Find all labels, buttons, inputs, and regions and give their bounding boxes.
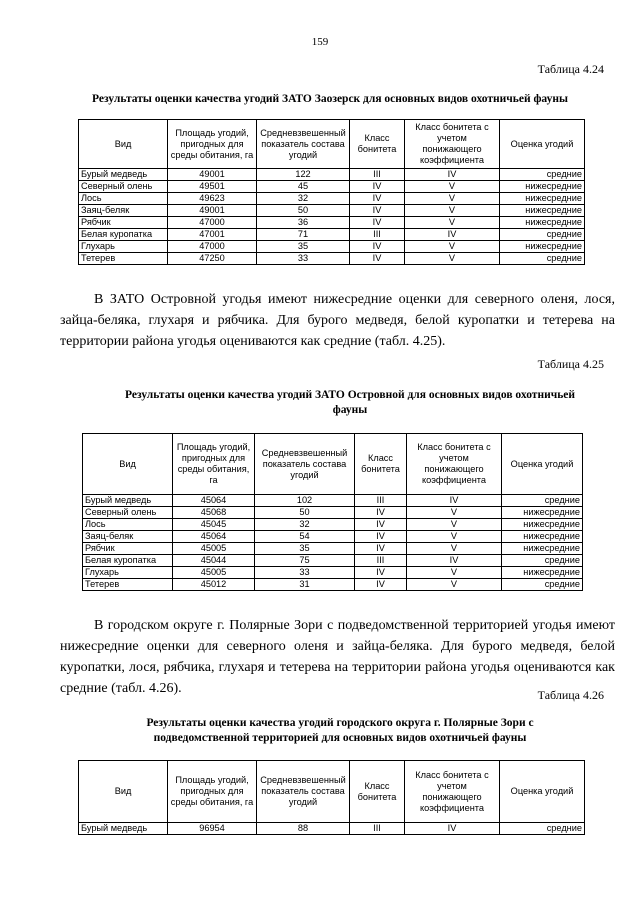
- table-cell: 32: [257, 193, 350, 205]
- table-cell: IV: [350, 193, 405, 205]
- table-row: [79, 253, 585, 265]
- results-table: [82, 433, 583, 591]
- table-cell: Тетерев: [83, 579, 173, 591]
- table-cell: V: [405, 181, 500, 193]
- table-cell: 45068: [173, 507, 255, 519]
- table-cell: 122: [257, 169, 350, 181]
- table-cell: 49001: [168, 169, 257, 181]
- table-cell: IV: [350, 217, 405, 229]
- table-cell: нижесредние: [500, 241, 585, 253]
- table-cell: 47000: [168, 241, 257, 253]
- table-cell: 54: [255, 531, 355, 543]
- table-row: [79, 205, 585, 217]
- table-cell: III: [350, 823, 405, 835]
- table-row: [79, 181, 585, 193]
- table-cell: III: [355, 495, 407, 507]
- table-cell: Белая куропатка: [83, 555, 173, 567]
- table-cell: 102: [255, 495, 355, 507]
- table-cell: Рябчик: [83, 543, 173, 555]
- table-cell: нижесредние: [502, 543, 583, 555]
- table-cell: IV: [355, 567, 407, 579]
- table-cell: Рябчик: [79, 217, 168, 229]
- table-cell: нижесредние: [502, 567, 583, 579]
- results-table: [78, 119, 585, 265]
- header-cell: Класс бонитета: [350, 120, 405, 169]
- header-cell: Средневзвешенный показатель состава угодий: [257, 120, 350, 169]
- header-cell: Площадь угодий, пригодных для среды обитания, га: [173, 434, 255, 495]
- table-cell: III: [350, 169, 405, 181]
- header-cell: Класс бонитета: [350, 761, 405, 823]
- table-cell: V: [407, 531, 502, 543]
- table-cell: IV: [350, 241, 405, 253]
- header-cell: Оценка угодий: [502, 434, 583, 495]
- table-cell: IV: [405, 823, 500, 835]
- table-cell: нижесредние: [500, 181, 585, 193]
- table-cell: IV: [350, 253, 405, 265]
- header-cell: Вид: [83, 434, 173, 495]
- table-row: [83, 531, 583, 543]
- table-cell: V: [405, 193, 500, 205]
- table-cell: 36: [257, 217, 350, 229]
- table-cell: средние: [502, 495, 583, 507]
- header-cell: Класс бонитета с учетом понижающего коэффициента: [407, 434, 502, 495]
- header-cell: Оценка угодий: [500, 761, 585, 823]
- table-cell: III: [350, 229, 405, 241]
- table-title: Результаты оценки качества угодий ЗАТО Заозерск для основных видов охотничьей фауны: [92, 93, 568, 105]
- table-cell: 49501: [168, 181, 257, 193]
- table-cell: 75: [255, 555, 355, 567]
- table-cell: нижесредние: [502, 531, 583, 543]
- table-cell: IV: [355, 543, 407, 555]
- table-cell: 45005: [173, 567, 255, 579]
- table-cell: 47000: [168, 217, 257, 229]
- table-row: [83, 579, 583, 591]
- table-cell: IV: [355, 519, 407, 531]
- header-cell: Класс бонитета: [355, 434, 407, 495]
- header-cell: Класс бонитета с учетом понижающего коэффициента: [405, 761, 500, 823]
- table-cell: средние: [500, 169, 585, 181]
- body-paragraph: В ЗАТО Островной угодья имеют нижесредние оценки для северного оленя, лося, зайца-беляка, глухаря и рябчика. Для бурого медведя, белой куропатки и тетерева на территории района угодья оцениваются как средние (табл. 4.25).: [60, 292, 615, 349]
- table-cell: V: [407, 519, 502, 531]
- page-number: 159: [311, 36, 329, 48]
- table-cell: Заяц-беляк: [83, 531, 173, 543]
- table-title: Результаты оценки качества угодий городского округа г. Полярные Зори с подведомственной территорией для основных видов охотничьей фауны: [146, 717, 534, 744]
- table-label: Таблица 4.26: [537, 688, 604, 702]
- table-cell: IV: [405, 169, 500, 181]
- table-cell: IV: [407, 555, 502, 567]
- table-row: [83, 507, 583, 519]
- table-cell: IV: [355, 579, 407, 591]
- table-cell: IV: [350, 181, 405, 193]
- table-cell: 50: [255, 507, 355, 519]
- table-cell: 45064: [173, 531, 255, 543]
- table-cell: нижесредние: [500, 193, 585, 205]
- table-cell: IV: [355, 507, 407, 519]
- table-cell: Заяц-беляк: [79, 205, 168, 217]
- body-paragraph: В городском округе г. Полярные Зори с подведомственной территорией угодья имеют нижесредние оценки для северного оленя и зайца-беляка. Для бурого медведя, белой куропатки, лося, рябчика, глухаря и тетерева на территории района угодья оцениваются как средние (табл. 4.26).: [60, 618, 615, 696]
- table-cell: 45005: [173, 543, 255, 555]
- table-cell: Бурый медведь: [79, 823, 168, 835]
- table-cell: Глухарь: [83, 567, 173, 579]
- table-cell: 45044: [173, 555, 255, 567]
- table-cell: нижесредние: [502, 507, 583, 519]
- table-cell: V: [407, 579, 502, 591]
- table-row: [83, 555, 583, 567]
- table-cell: 49623: [168, 193, 257, 205]
- table-row: [79, 193, 585, 205]
- table-cell: 45012: [173, 579, 255, 591]
- table-cell: V: [405, 217, 500, 229]
- table-cell: V: [407, 567, 502, 579]
- table-cell: 71: [257, 229, 350, 241]
- table-cell: IV: [350, 205, 405, 217]
- table-cell: 32: [255, 519, 355, 531]
- table-cell: нижесредние: [502, 519, 583, 531]
- table-cell: 45: [257, 181, 350, 193]
- table-cell: 49001: [168, 205, 257, 217]
- table-cell: 45064: [173, 495, 255, 507]
- table-cell: V: [405, 205, 500, 217]
- header-cell: Вид: [79, 120, 168, 169]
- table-cell: Глухарь: [79, 241, 168, 253]
- table-cell: 35: [255, 543, 355, 555]
- table-cell: нижесредние: [500, 217, 585, 229]
- table-cell: средние: [500, 229, 585, 241]
- table-label: Таблица 4.24: [537, 62, 604, 76]
- table-cell: 88: [257, 823, 350, 835]
- table-row: [79, 217, 585, 229]
- table-cell: Лось: [83, 519, 173, 531]
- table-cell: V: [407, 507, 502, 519]
- table-row: [79, 823, 585, 835]
- table-cell: Северный олень: [79, 181, 168, 193]
- table-row: [79, 241, 585, 253]
- table-cell: Бурый медведь: [83, 495, 173, 507]
- table-cell: V: [405, 253, 500, 265]
- table-cell: IV: [407, 495, 502, 507]
- table-cell: IV: [405, 229, 500, 241]
- header-cell: Средневзвешенный показатель состава угодий: [255, 434, 355, 495]
- table-cell: 31: [255, 579, 355, 591]
- table-cell: III: [355, 555, 407, 567]
- table-cell: Бурый медведь: [79, 169, 168, 181]
- table-cell: 96954: [168, 823, 257, 835]
- table-cell: 33: [255, 567, 355, 579]
- table-cell: Тетерев: [79, 253, 168, 265]
- table-row: [79, 169, 585, 181]
- table-cell: 35: [257, 241, 350, 253]
- table-cell: Северный олень: [83, 507, 173, 519]
- table-cell: Белая куропатка: [79, 229, 168, 241]
- table-cell: 45045: [173, 519, 255, 531]
- table-row: [79, 229, 585, 241]
- header-cell: Площадь угодий, пригодных для среды обитания, га: [168, 761, 257, 823]
- header-cell: Площадь угодий, пригодных для среды обитания, га: [168, 120, 257, 169]
- table-cell: средние: [502, 555, 583, 567]
- table-cell: V: [405, 241, 500, 253]
- table-row: [83, 519, 583, 531]
- table-cell: средние: [500, 253, 585, 265]
- table-cell: 47250: [168, 253, 257, 265]
- table-row: [83, 543, 583, 555]
- header-cell: Оценка угодий: [500, 120, 585, 169]
- table-cell: V: [407, 543, 502, 555]
- table-cell: средние: [500, 823, 585, 835]
- table-title: Результаты оценки качества угодий ЗАТО Островной для основных видов охотничьей фауны: [124, 389, 576, 416]
- table-label: Таблица 4.25: [537, 357, 604, 371]
- table-cell: 50: [257, 205, 350, 217]
- table-row: [83, 495, 583, 507]
- header-cell: Класс бонитета с учетом понижающего коэффициента: [405, 120, 500, 169]
- header-cell: Средневзвешенный показатель состава угодий: [257, 761, 350, 823]
- results-table: [78, 760, 585, 835]
- table-cell: Лось: [79, 193, 168, 205]
- table-row: [83, 567, 583, 579]
- table-cell: 47001: [168, 229, 257, 241]
- table-cell: IV: [355, 531, 407, 543]
- table-cell: нижесредние: [500, 205, 585, 217]
- header-cell: Вид: [79, 761, 168, 823]
- table-cell: 33: [257, 253, 350, 265]
- table-cell: средние: [502, 579, 583, 591]
